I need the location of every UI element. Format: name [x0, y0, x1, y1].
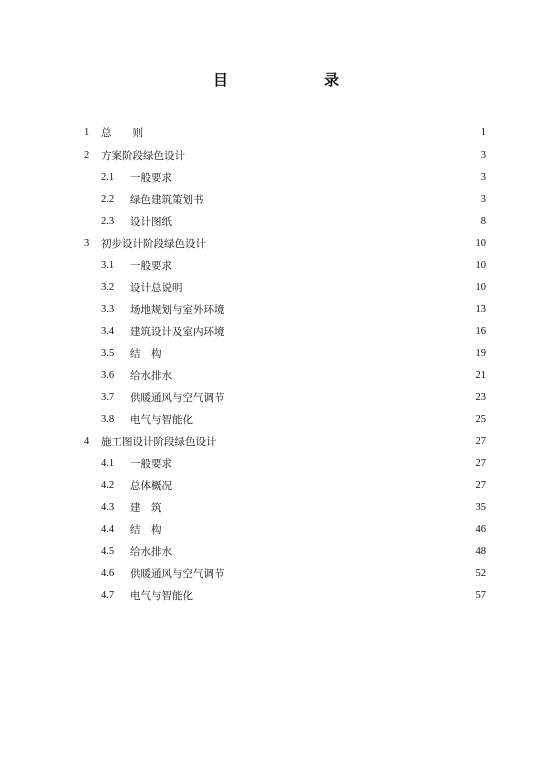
section-title: 结 构: [130, 348, 162, 360]
section-number: 4.2: [101, 480, 115, 491]
section-number: 4.4: [101, 524, 115, 535]
page-number: 57: [475, 590, 486, 601]
page-number: 52: [475, 568, 486, 579]
section-number: 1: [84, 127, 90, 138]
section-number: 2: [84, 150, 90, 161]
page-number: 1: [480, 127, 486, 138]
section-number: 3.7: [101, 392, 115, 403]
section-title: 电气与智能化: [130, 414, 193, 426]
page-number: 10: [475, 260, 486, 271]
section-title: 一般要求: [130, 458, 172, 470]
page-number: 10: [475, 238, 486, 249]
section-number: 2.2: [101, 194, 115, 205]
section-number: 4.5: [101, 546, 115, 557]
section-number: 4.1: [101, 458, 115, 469]
page-number: 10: [475, 282, 486, 293]
section-title: 施工图设计阶段绿色设计: [101, 436, 217, 448]
page-number: 3: [480, 150, 486, 161]
section-title: 总体概况: [130, 480, 172, 492]
section-number: 3.4: [101, 326, 115, 337]
page-number: 19: [475, 348, 486, 359]
section-number: 3.8: [101, 414, 115, 425]
section-title: 总 则: [101, 127, 143, 139]
section-number: 4.6: [101, 568, 115, 579]
section-number: 4.3: [101, 502, 115, 513]
page-number: 35: [475, 502, 486, 513]
page-title: 目 录: [212, 71, 361, 89]
section-number: 3.5: [101, 348, 115, 359]
section-number: 2.3: [101, 216, 115, 227]
section-title: 一般要求: [130, 260, 172, 272]
section-title: 供暖通风与空气调节: [130, 568, 225, 580]
section-title: 建 筑: [130, 502, 162, 514]
page-number: 8: [480, 216, 486, 227]
page-number: 13: [475, 304, 486, 315]
section-title: 方案阶段绿色设计: [101, 150, 185, 162]
page-number: 3: [480, 194, 486, 205]
page-number: 21: [475, 370, 486, 381]
section-title: 建筑设计及室内环境: [130, 326, 225, 338]
section-number: 4: [84, 436, 90, 447]
section-title: 设计图纸: [130, 216, 172, 228]
page-number: 27: [475, 436, 486, 447]
section-title: 场地规划与室外环境: [130, 304, 225, 316]
section-number: 3.2: [101, 282, 115, 293]
section-title: 结 构: [130, 524, 162, 536]
section-title: 一般要求: [130, 172, 172, 184]
section-number: 3.1: [101, 260, 115, 271]
page-number: 23: [475, 392, 486, 403]
section-number: 4.7: [101, 590, 115, 601]
section-title: 电气与智能化: [130, 590, 193, 602]
section-number: 3.3: [101, 304, 115, 315]
page-number: 46: [475, 524, 486, 535]
section-title: 给水排水: [130, 546, 172, 558]
section-title: 初步设计阶段绿色设计: [101, 238, 206, 250]
section-title: 设计总说明: [130, 282, 183, 294]
page-number: 25: [475, 414, 486, 425]
page-number: 16: [475, 326, 486, 337]
page-number: 27: [475, 480, 486, 491]
section-title: 绿色建筑策划书: [130, 194, 204, 206]
page-number: 27: [475, 458, 486, 469]
page-number: 48: [475, 546, 486, 557]
section-title: 供暖通风与空气调节: [130, 392, 225, 404]
section-number: 3.6: [101, 370, 115, 381]
section-title: 给水排水: [130, 370, 172, 382]
section-number: 3: [84, 238, 90, 249]
page-number: 3: [480, 172, 486, 183]
section-number: 2.1: [101, 172, 115, 183]
